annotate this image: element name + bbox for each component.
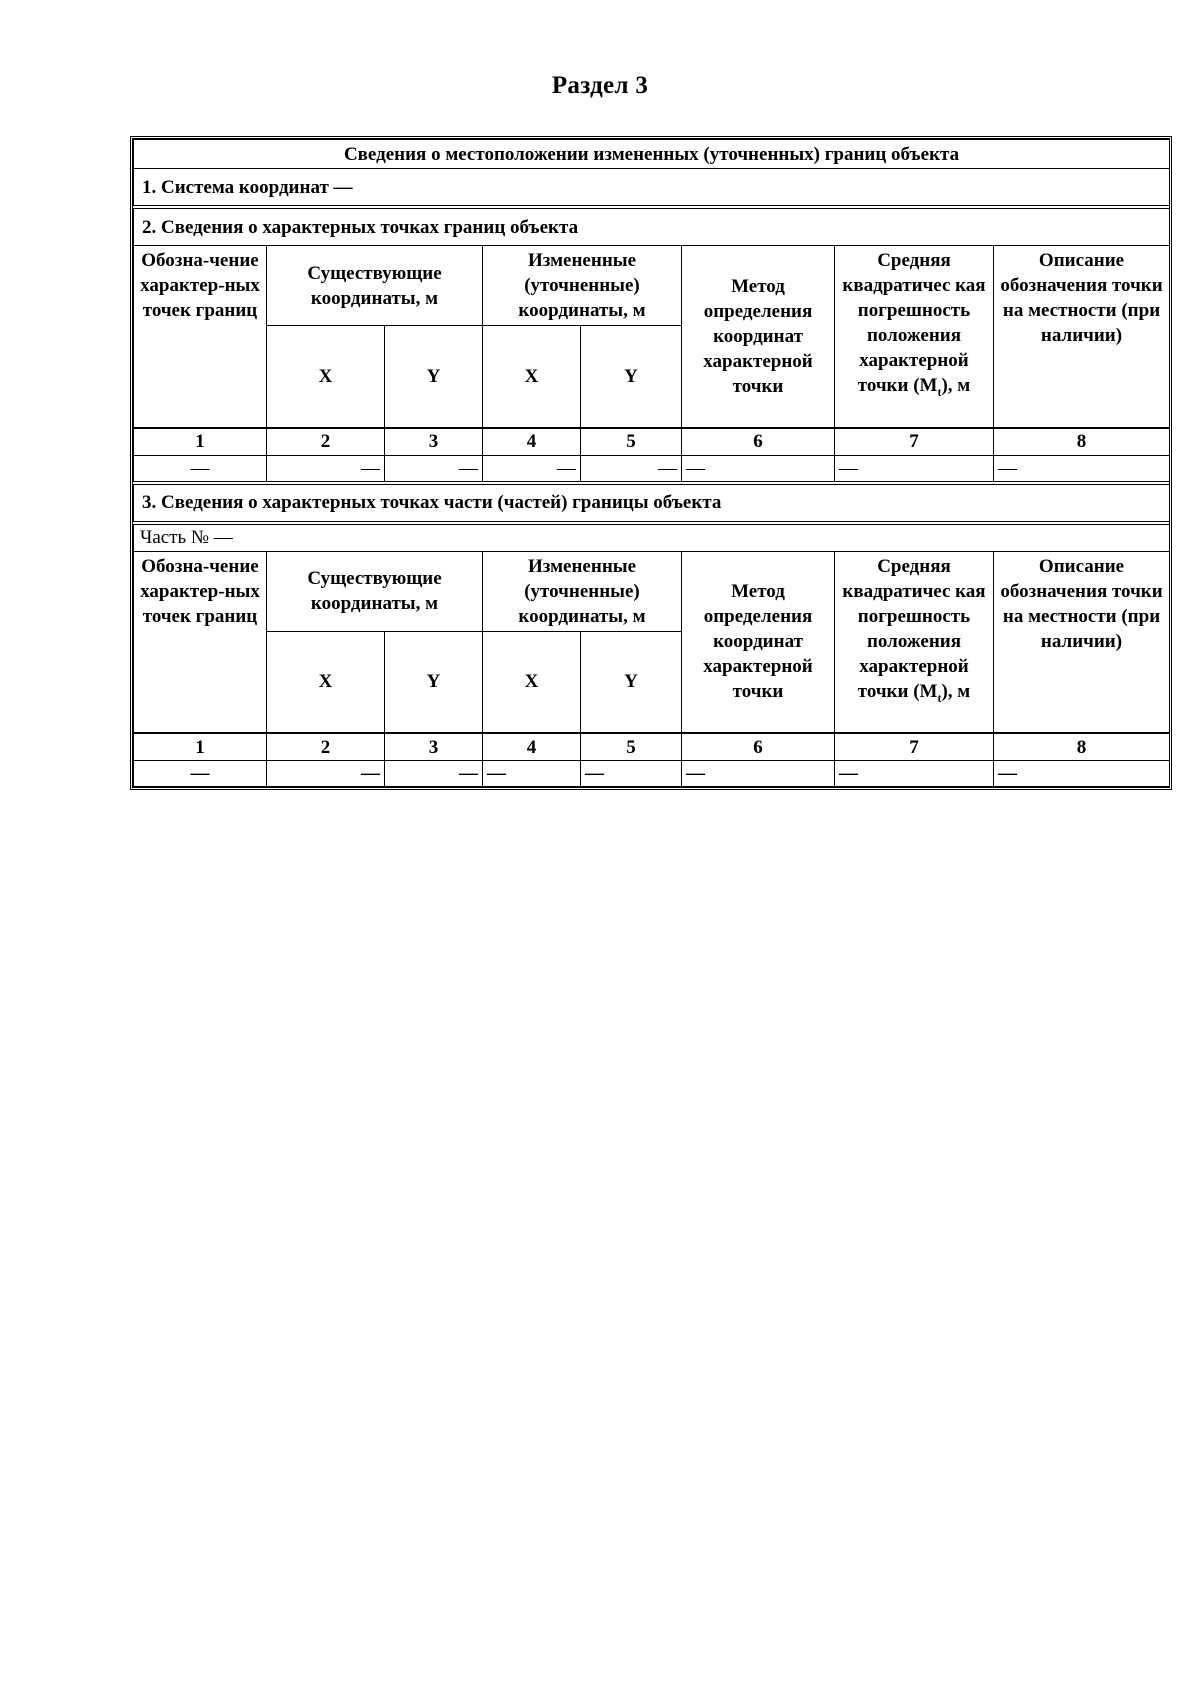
part-number-label: Часть № — <box>134 524 1170 551</box>
table-cell: — <box>483 455 581 481</box>
col-designation-header: Обозна-чение характер-ных точек границ <box>134 246 267 428</box>
col-number: 7 <box>835 733 994 761</box>
col-number: 8 <box>994 428 1170 456</box>
table-cell: — <box>385 761 483 787</box>
table-cell: — <box>483 761 581 787</box>
boundary-table-frame <box>130 136 1172 790</box>
points-section-title: 2. Сведения о характерных точках границ объекта <box>134 209 1170 246</box>
col-existing-x: X <box>267 326 385 428</box>
col-description-header: Описание обозначения точки на местности (при наличии) <box>994 246 1170 428</box>
col-changed-x: X <box>483 631 581 733</box>
col-number: 6 <box>682 428 835 456</box>
col-existing-x: X <box>267 631 385 733</box>
column-numbers-row <box>134 733 1170 761</box>
col-number: 4 <box>483 733 581 761</box>
col-changed-y: Y <box>581 631 682 733</box>
table-cell: — <box>682 761 835 787</box>
col-changed-x: X <box>483 326 581 428</box>
col-error-label: Средняя квадратичес кая погрешность положения характерной точки (M <box>842 250 986 396</box>
table-cell: — <box>581 455 682 481</box>
col-changed-y: Y <box>581 326 682 428</box>
col-number: 5 <box>581 733 682 761</box>
col-error-header <box>835 246 994 428</box>
col-existing-coords-header: Существующие координаты, м <box>267 246 483 326</box>
col-number: 1 <box>134 428 267 456</box>
col-number: 1 <box>134 733 267 761</box>
col-number: 4 <box>483 428 581 456</box>
table-cell: — <box>267 761 385 787</box>
col-number: 3 <box>385 428 483 456</box>
column-numbers-row <box>134 428 1170 456</box>
table-cell: — <box>835 455 994 481</box>
table-cell: — <box>994 761 1170 787</box>
table-cell: — <box>682 455 835 481</box>
col-method-label: Метод определения координат характерной точки <box>703 581 813 703</box>
col-method-label: Метод определения координат характерной точки <box>703 275 813 397</box>
boundary-table <box>133 139 1170 787</box>
col-number: 7 <box>835 428 994 456</box>
col-number: 2 <box>267 733 385 761</box>
col-changed-coords-header: Измененные (уточненные) координаты, м <box>483 551 682 631</box>
col-error-subscript: t <box>937 384 942 399</box>
col-method-header <box>682 246 835 428</box>
table-cell: — <box>835 761 994 787</box>
col-method-header <box>682 551 835 733</box>
col-error-unit: ), м <box>941 680 971 702</box>
col-number: 6 <box>682 733 835 761</box>
table-cell: — <box>581 761 682 787</box>
table-row <box>134 455 1170 481</box>
col-error-subscript: t <box>937 690 942 705</box>
col-number: 5 <box>581 428 682 456</box>
col-description-header: Описание обозначения точки на местности (при наличии) <box>994 551 1170 733</box>
col-number: 3 <box>385 733 483 761</box>
table-caption: Сведения о местоположении измененных (уточненных) границ объекта <box>134 140 1170 169</box>
col-error-unit: ), м <box>941 375 971 396</box>
col-existing-coords-header: Существующие координаты, м <box>267 551 483 631</box>
table-cell: — <box>267 455 385 481</box>
table-cell: — <box>385 455 483 481</box>
part-points-section-title: 3. Сведения о характерных точках части (частей) границы объекта <box>134 484 1170 521</box>
col-changed-coords-header: Измененные (уточненные) координаты, м <box>483 246 682 326</box>
col-designation-header: Обозна-чение характер-ных точек границ <box>134 551 267 733</box>
table-row <box>134 761 1170 787</box>
table-cell: — <box>994 455 1170 481</box>
col-error-label: Средняя квадратичес кая погрешность положения характерной точки (M <box>842 555 986 702</box>
col-existing-y: Y <box>385 326 483 428</box>
table-cell: — <box>134 761 267 787</box>
col-number: 2 <box>267 428 385 456</box>
table-cell: — <box>134 455 267 481</box>
page-title: Раздел 3 <box>551 72 649 99</box>
col-error-header <box>835 551 994 733</box>
col-number: 8 <box>994 733 1170 761</box>
coord-system-row: 1. Система координат — <box>134 169 1170 206</box>
col-existing-y: Y <box>385 631 483 733</box>
